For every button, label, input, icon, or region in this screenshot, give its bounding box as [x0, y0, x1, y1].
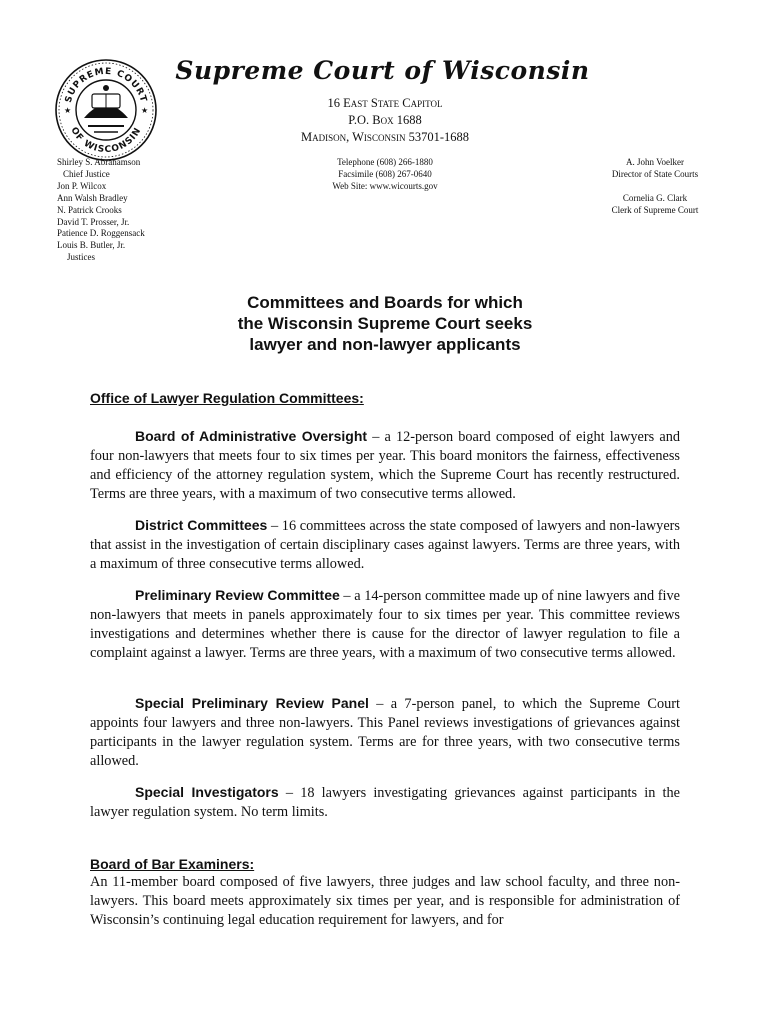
- contact-info: [300, 157, 470, 193]
- address-line-1: 16 East State Capitol: [327, 96, 443, 110]
- entry-text: – a 12-person board composed of eight lawyers and four non-lawyers that meets four to six times per year. This board monitors the fairness, effectiveness and efficiency of the attorney regulation system, which the Supreme Court has recently restructured. Terms are three years, with a maximum of two consecutive terms allowed.: [90, 429, 680, 502]
- clerk-name: Cornelia G. Clark: [622, 192, 688, 203]
- entry-term: Board of Administrative Oversight: [135, 428, 368, 444]
- title-line-2: the Wisconsin Supreme Court seeks: [237, 314, 533, 333]
- section-heading-olr: Office of Lawyer Regulation Committees:: [90, 390, 364, 406]
- address-line-2: P.O. Box 1688: [348, 113, 422, 127]
- entry-text: – 18 lawyers investigating grievances against participants in the lawyer regulation system. No term limits.: [90, 785, 680, 820]
- entry-term: Special Preliminary Review Panel: [135, 695, 369, 711]
- justices-list: [57, 157, 145, 264]
- director-name: A. John Voelker: [626, 157, 684, 167]
- clerk-title: Clerk of Supreme Court: [611, 204, 699, 215]
- justice-name: David T. Prosser, Jr.: [57, 216, 130, 227]
- justice-name: Ann Walsh Bradley: [57, 192, 128, 203]
- svg-text:★: ★: [64, 106, 72, 115]
- svg-text:★: ★: [141, 106, 149, 115]
- director-title: Director of State Courts: [611, 168, 699, 179]
- seal-bottom-text: OF WISCONSIN: [68, 125, 144, 156]
- entry-special-investigators: [90, 783, 680, 822]
- document-title: [190, 292, 580, 355]
- justices-title: Justices: [67, 252, 95, 263]
- justice-name: Patience D. Roggensack: [57, 228, 145, 239]
- title-line-3: lawyer and non-lawyer applicants: [249, 335, 521, 354]
- entry-special-preliminary-review-panel: [90, 694, 680, 771]
- justice-name: Jon P. Wilcox: [57, 180, 107, 191]
- facsimile: Facsimile (608) 267-0640: [338, 168, 432, 179]
- court-seal: [54, 58, 158, 162]
- justice-name: N. Patrick Crooks: [57, 204, 122, 215]
- entry-board-admin-oversight: [90, 427, 680, 504]
- court-officials: [585, 157, 725, 217]
- entry-text: – 16 committees across the state composed of lawyers and non-lawyers that assist in the investigation of certain disciplinary cases against lawyers. Terms are three years, with a maximum of three consecutive terms allowed.: [90, 518, 680, 572]
- chief-justice-name: Shirley S. Abrahamson: [57, 157, 141, 167]
- entry-preliminary-review-committee: [90, 586, 680, 663]
- address-line-3: Madison, Wisconsin 53701-1688: [301, 130, 469, 144]
- section-heading-bbe: Board of Bar Examiners:: [90, 856, 255, 872]
- entry-term: Special Investigators: [135, 784, 279, 800]
- court-name: Supreme Court of Wisconsin: [175, 56, 590, 85]
- entry-term: Preliminary Review Committee: [135, 587, 340, 603]
- website: Web Site: www.wicourts.gov: [332, 180, 438, 191]
- entry-district-committees: [90, 516, 680, 574]
- title-line-1: Committees and Boards for which: [247, 293, 523, 312]
- entry-text: – a 7-person panel, to which the Supreme Court appoints four lawyers and three non-lawyers. This Panel reviews investigations of grievances against participants in the lawyer regulation system. Terms are for three years, with two consecutive terms allowed.: [90, 696, 680, 769]
- entry-text: – a 14-person committee made up of nine lawyers and five non-lawyers that meets in panels approximately four to six times per year. This committee reviews investigations and determines whether there is cause for the director of lawyer regulation to file a complaint against a lawyer. Terms are three years, with a maximum of two consecutive terms allowed.: [90, 588, 680, 661]
- bbe-description: An 11-member board composed of five lawyers, three judges and law school faculty, and three non-lawyers. This board meets approximately six times per year, and is responsible for administration of Wisconsin’s continuing legal education requirement for lawyers, and for: [90, 874, 680, 928]
- seal-top-text: SUPREME COURT: [63, 66, 149, 104]
- telephone: Telephone (608) 266-1880: [337, 157, 433, 167]
- chief-justice-title: Chief Justice: [63, 168, 110, 179]
- entry-term: District Committees: [135, 517, 268, 533]
- justice-name: Louis B. Butler, Jr.: [57, 240, 126, 251]
